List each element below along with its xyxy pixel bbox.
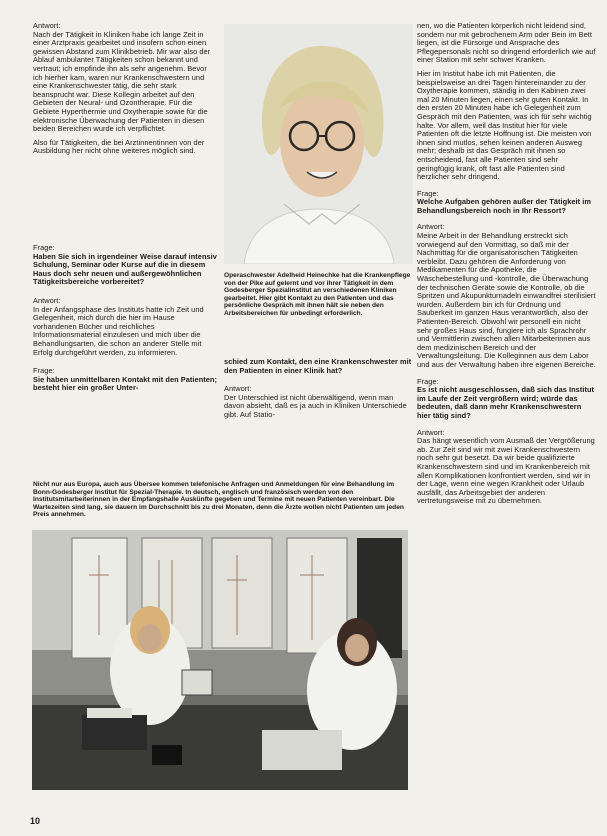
- answer-label: Antwort:: [224, 384, 252, 394]
- answer-label: Antwort:: [417, 427, 445, 437]
- question-text: Es ist nicht ausgeschlossen, daß sich das Institut im Laufe der Zeit vergrößern wird; würde das bedeuten, daß dann mehr Krankenschwestern hier tätig sind?: [417, 385, 595, 420]
- office-photo-caption: Nicht nur aus Europa, auch aus Übersee kommen telefonische Anfragen und Anmeldungen für eine Behandlung im Bonn-Godesberger Institut für Spezial-Therapie. In deutsch, englisch und französisch werden von den Institutsmitarbeiterinnen in der Empfangshalle Auskünfte gegeben und Termine mit neuen Patienten vereinbart. Die Wartezeiten sind lang, sie dauern im Durchschnitt bis zu drei Monaten, denn die Ärzte wollen nicht Patienten um jeden Preis annehmen.: [33, 481, 404, 519]
- answer-label: Antwort:: [33, 295, 61, 305]
- question-label: Frage:: [417, 188, 439, 198]
- question-text: Welche Aufgaben gehören außer der Tätigkeit im Behandlungsbereich noch in Ihr Ressort?: [417, 197, 591, 215]
- answer-paragraph: Also für Tätigkeiten, die bei Arztinnentinnen von der Ausbildung her nicht ohne weiteres möglich sind.: [33, 137, 205, 156]
- answer-paragraph: nen, wo die Patienten körperlich nicht leidend sind, sondern nur mit gebrochenem Arm oder Bein im Bett liegen, ist die Fürsorge und Ansprache des Pflegepersonals nicht so dringend erforderlich wie auf einer Station mit sehr schwer Kranken.: [417, 21, 596, 65]
- answer-paragraph: Das hängt wesentlich vom Ausmaß der Vergrößerung ab. Zur Zeit sind wir mit zwei Krankenschwestern noch sehr gut besetzt. Da wir beide qualifizierte Krankenschwestern sind und im Krankenbereich mit allen Komplikationen konfrontiert werden, sind wir in der Lage, wenn eine wegen Krankheit oder Urlaub ausfällt, das Arbeitsgebiet der anderen vertretungsweise mit zu übernehmen.: [417, 436, 595, 506]
- answer-paragraph: Nach der Tätigkeit in Kliniken habe ich lange Zeit in einer Arztpraxis gearbeitet und insofern schon einen gewissen Abstand zum Klinikbetrieb. Mir war also der Ablauf ambulanter Tätigkeiten schon bekannt und vertraut; ich empfinde ihn als sehr angenehm. Bevor ich hierher kam, waren nur Krankenschwestern und eine Krankenschwester tätig, die sehr stark beansprucht war. Diese Kollegin arbeitet auf den Gebieten der Neural- und Ozontherapie. Für die Gebiete Hyperthermie und Oxytherapie sowie für die elektronische Überwachung der Patienten in diesen beiden Bereichen wurde ich verpflichtet.: [33, 29, 211, 134]
- answer-paragraph: Der Unterschied ist nicht überwältigend, wenn man davon absieht, daß es ja auch in Kliniken Unterschiede gibt. Auf Statio-: [224, 392, 407, 419]
- portrait-caption: Operaschwester Adelheid Heinechke hat die Krankenpflege von der Pike auf gelernt und vor ihrer Tätigkeit in dem Godesberger Spezialinstitut an verschiedenen Kliniken gearbeitet. Hier gibt Kontakt zu den Patienten und das persönliche Gespräch mit ihnen hält sie neben den Arbeitsbereichen für unbedingt erforderlich.: [224, 272, 411, 317]
- answer-paragraph: Hier im Institut habe ich mit Patienten, die beispielsweise an drei Tagen hintereinander zu der Oxytherapie kommen, ständig in den Kabinen zwei mal 20 Minuten liegen, einen sehr guten Kontakt. In den ersten 20 Minuten habe ich Gelegenheit zum Gespräch mit den Patienten, was ich für sehr wichtig halte. Vor allem, weil das Institut hier für viele Patienten oft die letzte Hoffnung ist. Die meisten von ihnen sind mutlos, sehen keinen anderen Ausweg mehr; deshalb ist das Gespräch mit ihnen so entscheidend, fast alle Patienten sind sehr geringfügig krank, oft fast alle Patienten sind herzlicher sehr dringend.: [417, 68, 592, 182]
- column-2-text: [224, 358, 413, 425]
- question-label: Frage:: [417, 376, 439, 386]
- portrait-photo: [224, 24, 413, 264]
- column-1-middle: [33, 244, 218, 398]
- question-text: Sie haben unmittelbaren Kontakt mit den Patienten; besteht hier ein großer Unter-: [33, 374, 218, 393]
- answer-label: Antwort:: [417, 222, 445, 232]
- question-text: schied zum Kontakt, den eine Krankenschwester mit den Patienten in einer Klinik hat?: [224, 357, 412, 375]
- column-3: [417, 22, 597, 511]
- column-1-top: [33, 22, 218, 161]
- question-label: Frage:: [33, 366, 55, 376]
- page-number: 10: [30, 816, 41, 826]
- answer-label: Antwort:: [33, 21, 61, 30]
- question-text: Haben Sie sich in irgendeiner Weise darauf intensiv Schulung, Seminar oder Kurse auf die in diesem Haus doch sehr neuen und außergewöhnlichen Tätigkeitsbereiche vorbereitet?: [33, 251, 217, 287]
- office-photo: [32, 530, 408, 790]
- answer-paragraph: Meine Arbeit in der Behandlung erstreckt sich vorwiegend auf den Vormittag, so daß mir der Nachmittag für die organisatorischen Tätigkeiten verbleibt. Dazu gehören die Anforderung von Medikamenten für die Apotheke, die Wäschebestellung und -kontrolle, die Überwachung der technischen Geräte sowie die Kontrolle, ob die Spritzen und Akupunkturnadeln einwandfrei sterilisiert wurden. Außerdem bin ich für Ordnung und Sauberkeit im ganzen Haus verantwortlich, also der Patienten-Bereich. Obwohl wir personell ein nicht sehr großes Haus sind, fungiere ich als Sprachrohr und Vermittlerin zwischen allen Mitarbeiterinnen aus dem medizinischen Bereich und der Verwaltungsleitung. Die Kolleginnen aus dem Labor und aus der Verwaltung haben ihre eigenen Bereiche.: [417, 231, 596, 369]
- question-label: Frage:: [33, 243, 55, 252]
- answer-paragraph: In der Anfangsphase des Instituts hatte ich Zeit und Gelegenheit, mich durch die hier im Hause vorhandenen Bücher und reichliches Informationsmaterial einzulesen und mich über die Behandlungsarten, die schon an anderer Stelle mit Erfolg durchgeführt werden, zu informieren.: [33, 304, 204, 357]
